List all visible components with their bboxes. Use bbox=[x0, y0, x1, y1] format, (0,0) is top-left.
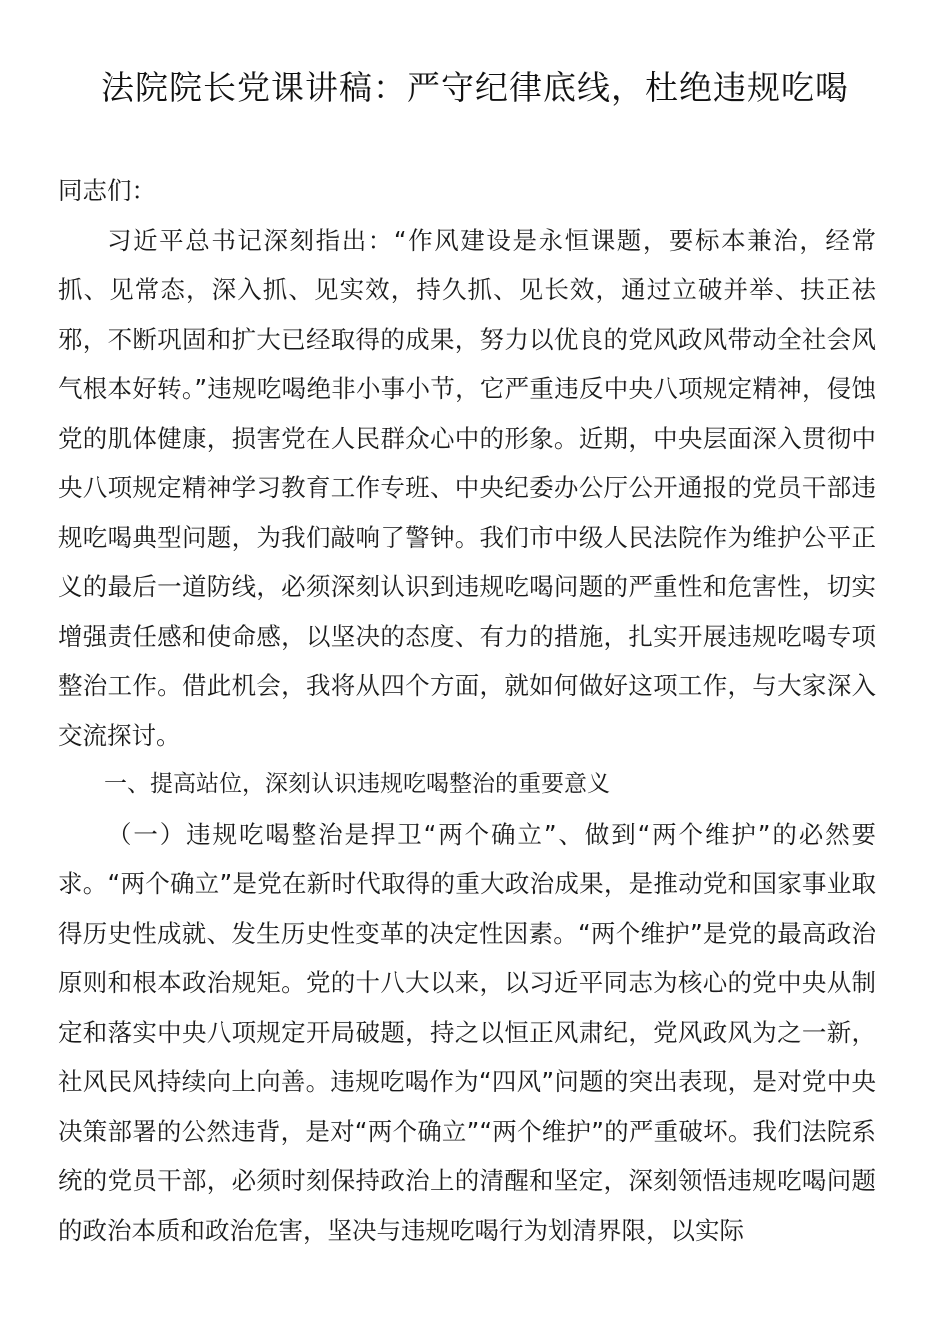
salutation: 同志们： bbox=[58, 176, 156, 205]
section-heading: 一、提高站位，深刻认识违规吃喝整治的重要意义 bbox=[104, 771, 610, 797]
intro-paragraph: 习近平总书记深刻指出：“作风建设是永恒课题，要标本兼治，经常抓、见常态，深入抓、见实效，持久抓、见长效，通过立破并举、扶正祛邪，不断巩固和扩大已经取得的成果，努力以优良的党风政风带动全社会风气根本好转。”违规吃喝绝非小事小节，它严重违反中央八项规定精神，侵蚀党的肌体健康，损害党在人民群众心中的形象。近期，中央层面深入贯彻中央八项规定精神学习教育工作专班、中央纪委办公厅公开通报的党员干部违规吃喝典型问题，为我们敲响了警钟。我们市中级人民法院作为维护公平正义的最后一道防线，必须深刻认识到违规吃喝问题的严重性和危害性，切实增强责任感和使命感，以坚决的态度、有力的措施，扎实开展违规吃喝专项整治工作。借此机会，我将从四个方面，就如何做好这项工作，与大家深入交流探讨。 bbox=[58, 225, 876, 750]
document-title: 法院院长党课讲稿：严守纪律底线，杜绝违规吃喝 bbox=[101, 68, 849, 107]
section-paragraph: （一）违规吃喝整治是捍卫“两个确立”、做到“两个维护”的必然要求。“两个确立”是党在新时代取得的重大政治成果，是推动党和国家事业取得历史性成就、发生历史性变革的决定性因素。“两个维护”是党的最高政治原则和根本政治规矩。党的十八大以来，以习近平同志为核心的党中央从制定和落实中央八项规定开局破题，持之以恒正风肃纪，党风政风为之一新，社风民风持续向上向善。违规吃喝作为“四风”问题的突出表现，是对党中央决策部署的公然违背，是对“两个确立”“两个维护”的严重破坏。我们法院系统的党员干部，必须时刻保持政治上的清醒和坚定，深刻领悟违规吃喝问题的政治本质和政治危害，坚决与违规吃喝行为划清界限，以实际 bbox=[58, 819, 876, 1245]
document-body bbox=[58, 166, 876, 1255]
